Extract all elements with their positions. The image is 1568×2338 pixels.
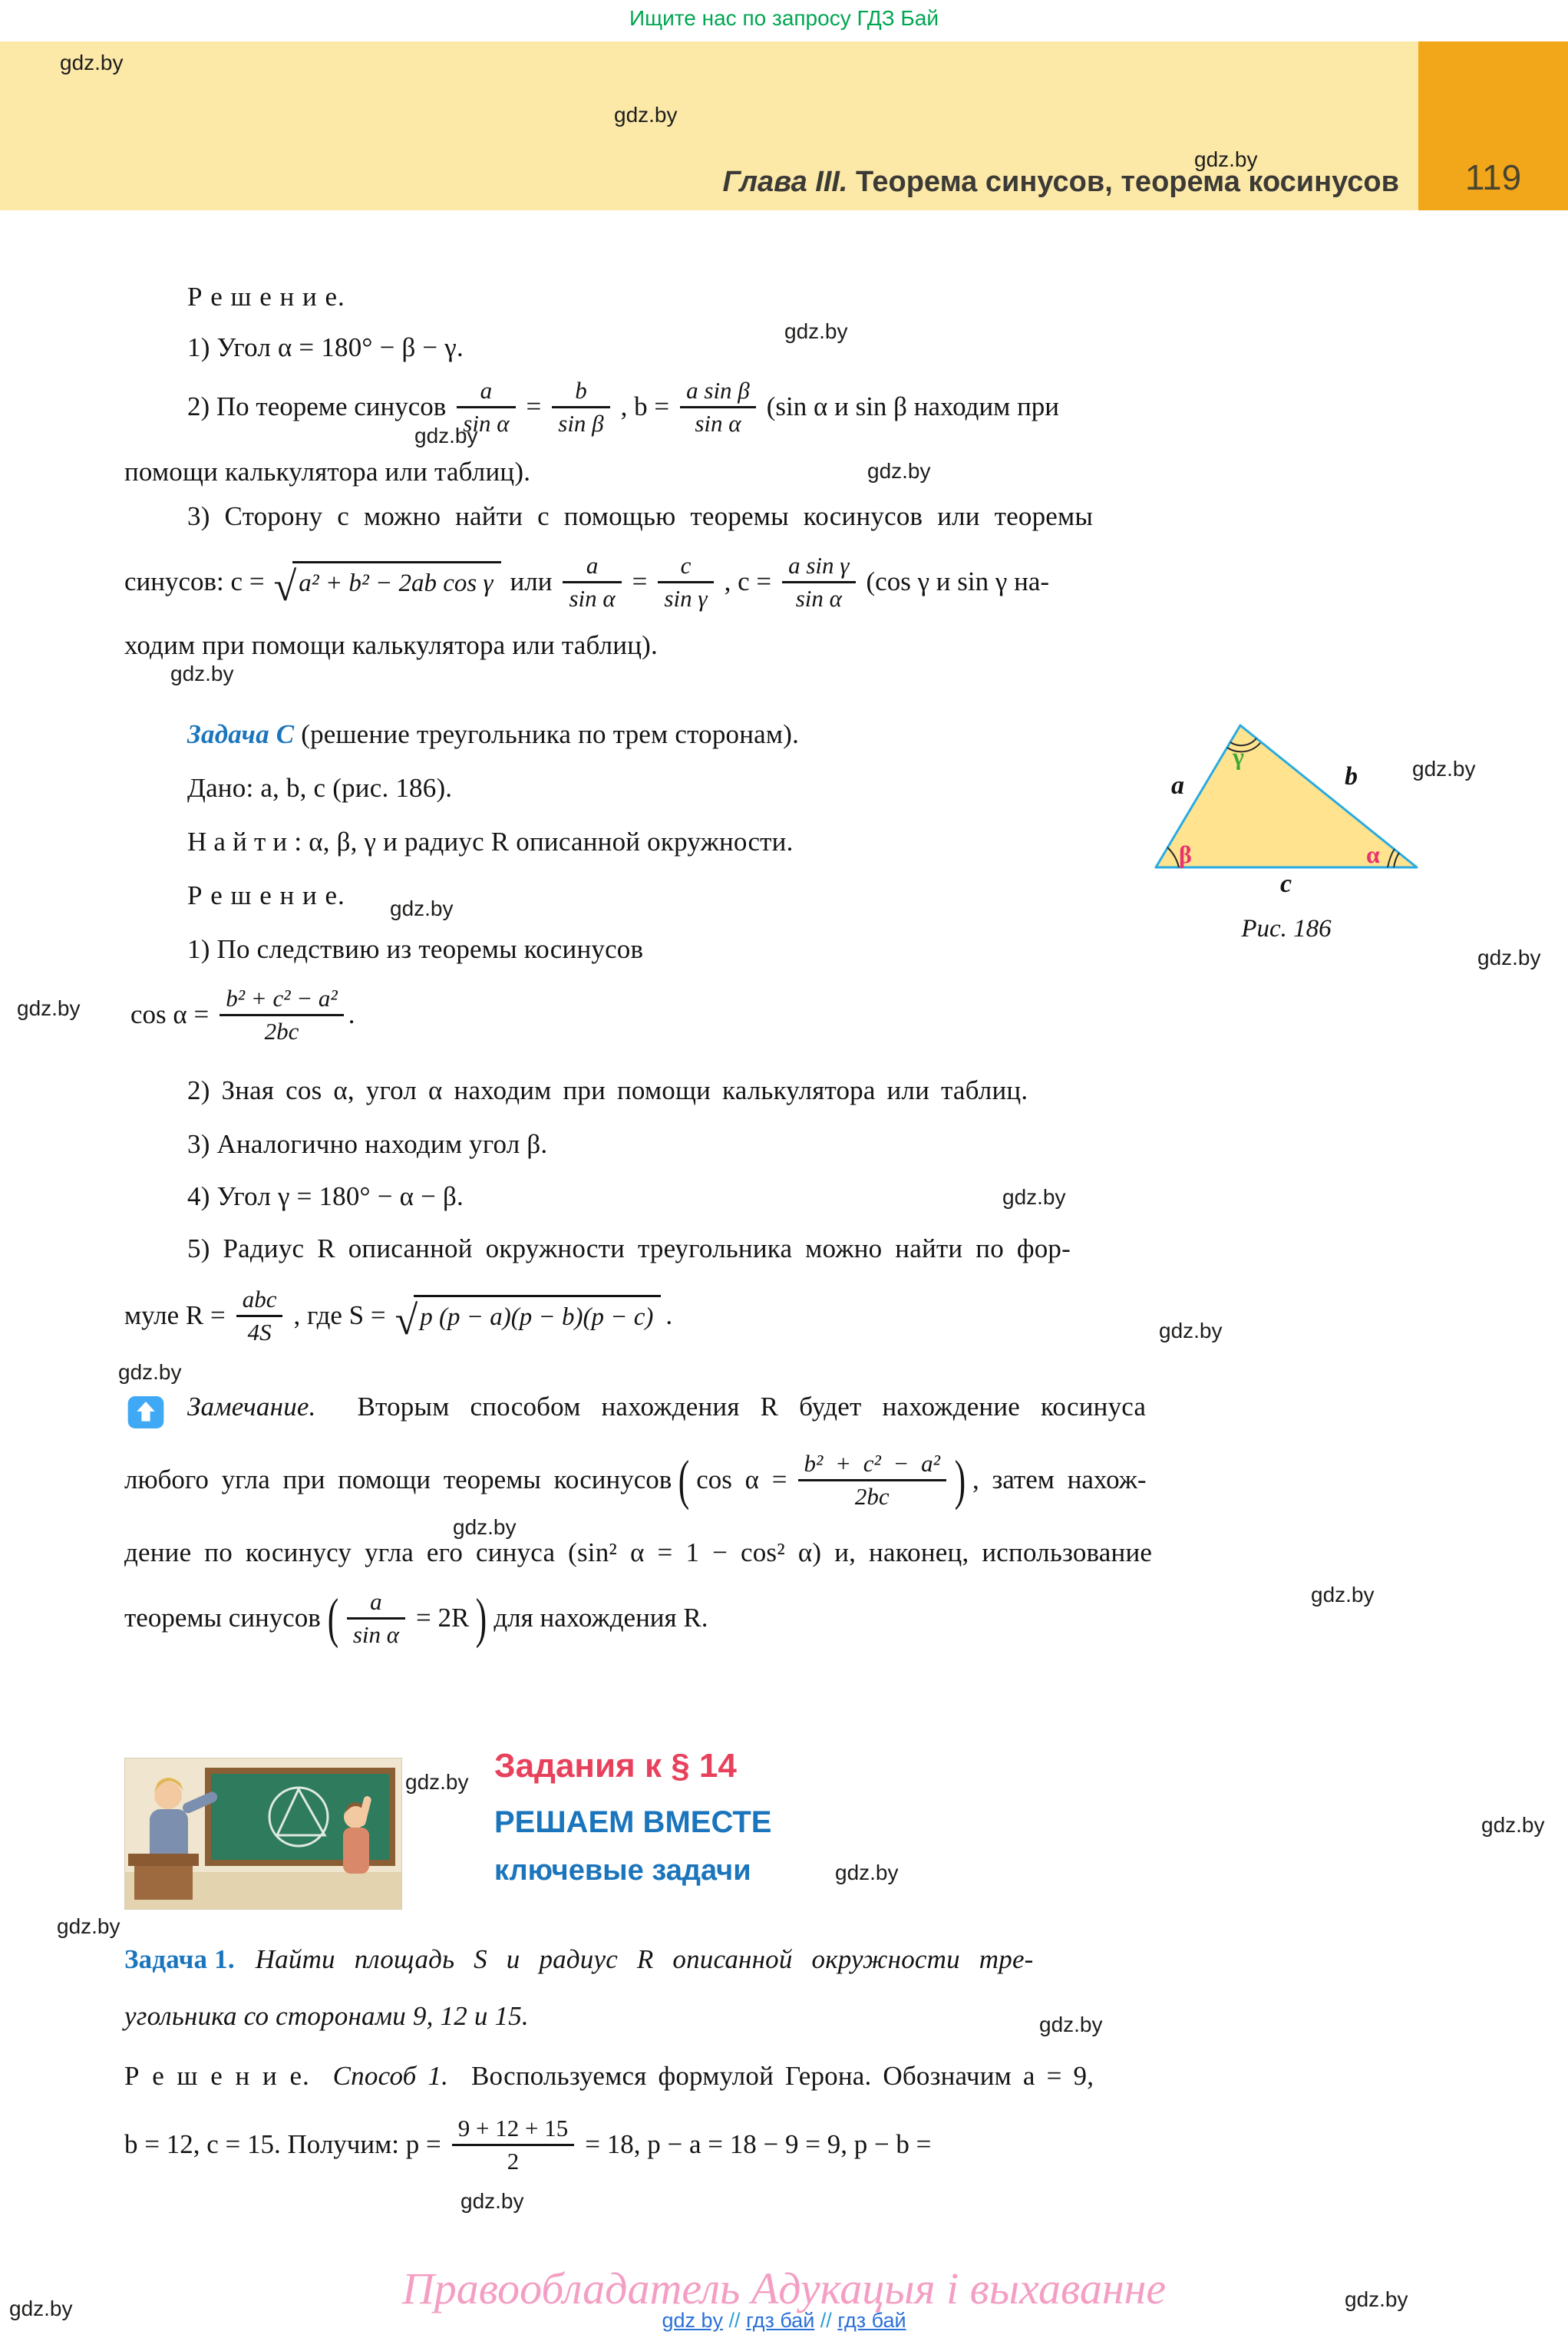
remark-formula-mid: = 2R [416,1603,470,1633]
watermark: gdz.by [835,1861,899,1884]
remark-title: Замечание. [187,1392,316,1422]
watermark: gdz.by [784,319,848,343]
radicand: a² + b² − 2ab cos γ [292,561,500,598]
watermark: gdz.by [867,459,931,483]
solution-step-3-cont: ходим при помощи калькулятора или таблиц). [124,630,658,660]
task-1-label: Задача 1. [124,1944,235,1974]
fraction-denominator: sin α [463,410,510,437]
footer-separator: // [728,2309,741,2332]
remark-line-3: дение по косинусу угла его синуса (sin² α = 1 − cos² α) и, наконец, использование [124,1537,1153,1567]
side-label-b: b [1345,762,1358,791]
page-number: 119 [1464,157,1522,197]
desk-top [128,1854,199,1866]
angle-label-alpha: α [1366,840,1380,868]
fraction-numerator: abc [236,1285,283,1317]
fraction-a-sina [347,1587,405,1648]
task-1-line-1 [124,1943,1034,1976]
chapter-header [722,166,1399,199]
fraction-asinb-sina [680,376,756,437]
watermark: gdz.by [9,2297,73,2320]
step3-text-or: или [510,566,553,596]
remark-line-2 [124,1441,1147,1518]
fraction-denominator: sin α [569,585,616,612]
watermark: gdz.by [414,424,478,447]
task-c-step-1: 1) По следствию из теоремы косинусов [187,934,644,964]
task-c-step-2: 2) Зная cos α, угол α находим при помощи калькулятора или таблиц. [187,1075,1028,1105]
task-1-solution-line-2 [124,2108,931,2181]
footer-link-gdz-bai-1[interactable]: гдз бай [746,2309,815,2332]
fraction-c-sing [658,551,713,612]
close-paren: ) [476,1587,487,1649]
footer-copyright: Правообладатель Адукацыя і выхаванне [401,2264,1167,2313]
step5-text-mid: , где S = [293,1300,386,1330]
task-c-given: Дано: a, b, c (рис. 186). [187,773,453,803]
sqrt-expression [273,561,501,609]
fraction-asing-sina [782,551,855,612]
task-c-label: Задача C [187,719,295,749]
watermark: gdz.by [1311,1583,1375,1607]
fraction-cos-alpha [220,984,343,1045]
equals-sign: = [632,566,648,596]
task-1-text-1: Найти площадь S и радиус R описанной окружности тре- [255,1944,1034,1974]
fraction-numerator: b [552,376,609,408]
period: . [348,999,355,1029]
fraction-b-sinb [552,376,609,437]
fraction-cos-alpha [798,1449,946,1510]
fraction-numerator: 9 + 12 + 15 [452,2114,574,2146]
task-1-sol2-post: = 18, p − a = 18 − 9 = 9, p − b = [585,2129,932,2159]
illustration-teacher [124,1758,402,1910]
remark-text-1: Вторым способом нахождения R будет нахождение косинуса [357,1392,1147,1422]
angle-label-gamma: γ [1233,742,1244,770]
fraction-denominator: 4S [247,1319,272,1346]
watermark: gdz.by [614,103,678,127]
fraction-numerator: a [563,551,621,583]
remark-text-4-pre: теоремы синусов [124,1603,321,1633]
fraction-denominator: 2 [507,2148,520,2175]
open-paren: ( [327,1587,339,1649]
close-paren: ) [954,1448,966,1511]
task-1-solution-text: Воспользуемся формулой Герона. Обозначим a = 9, [471,2061,1094,2091]
task-c-find: Н а й т и : α, β, γ и радиус R описанной окружности. [187,827,794,857]
task-c-cos-formula [130,979,355,1050]
task-1-line-2: угольника со сторонами 9, 12 и 15. [124,2001,529,2031]
remark-line-1 [187,1391,1146,1423]
watermark: gdz.by [17,996,81,1020]
step5-text-pre: муле R = [124,1300,226,1330]
task-1-sol2-pre: b = 12, c = 15. Получим: p = [124,2129,441,2159]
fraction-denominator: sin γ [664,585,708,612]
fraction-heron-p [452,2114,574,2175]
watermark: gdz.by [460,2189,524,2213]
watermark: gdz.by [60,51,124,74]
radical-sign: √ [394,1297,418,1343]
task-c-title [187,718,799,751]
watermark: gdz.by [1002,1185,1066,1209]
fraction-denominator: 2bc [854,1483,890,1510]
watermark: gdz.by [1412,757,1476,781]
task-c-step-4: 4) Угол γ = 180° − α − β. [187,1181,464,1211]
period: . [665,1300,673,1330]
figure-triangle [1148,714,1424,895]
student-body [343,1828,369,1874]
fraction-numerator: a sin γ [782,551,855,583]
remark-text-2-pre: любого угла при помощи теоремы косинусов [124,1465,672,1494]
watermark: gdz.by [1477,946,1541,969]
footer-links [0,2309,1568,2333]
fraction-denominator: 2bc [264,1018,299,1045]
section-subtitle-2: ключевые задачи [494,1854,751,1887]
solution-step-1: 1) Угол α = 180° − β − γ. [187,332,464,362]
task-c-step-5-formula [124,1279,672,1352]
task-1-solution-heading: Р е ш е н и е. [124,2061,310,2091]
sqrt-expression [394,1295,662,1343]
fraction-abc-4s [236,1285,283,1346]
watermark: gdz.by [1039,2013,1103,2036]
chapter-title: Теорема синусов, теорема косинусов [847,166,1399,198]
watermark: gdz.by [1194,147,1258,171]
open-paren: ( [678,1448,690,1511]
step2-text-post: (sin α и sin β находим при [766,391,1060,421]
remark-icon-glyph [124,1391,167,1434]
watermark: gdz.by [118,1360,182,1384]
cos-text-pre: cos α = [130,999,210,1029]
watermark: gdz.by [1345,2287,1408,2311]
watermark: gdz.by [170,662,234,685]
step2-text-mid: , b = [620,391,670,421]
remark-formula-pre: cos α = [696,1465,787,1494]
chapter-label: Глава III. [722,166,848,198]
task-1-method: Способ 1. [332,2061,449,2091]
fraction-numerator: a sin β [680,376,756,408]
watermark: gdz.by [405,1770,469,1794]
fraction-numerator: a [457,376,515,408]
remark-text-2-post: , затем нахож- [972,1465,1147,1494]
fraction-a-sina [563,551,621,612]
angle-label-beta: β [1179,840,1192,868]
side-label-c: c [1280,870,1292,895]
remark-line-4 [124,1583,708,1653]
fraction-denominator: sin β [558,410,604,437]
watermark: gdz.by [1481,1813,1545,1837]
task-c-step-3: 3) Аналогично находим угол β. [187,1129,548,1159]
fraction-numerator: b² + c² − a² [798,1449,946,1481]
solution-step-2 [187,375,1059,439]
step3-text-mid: , c = [724,566,772,596]
fraction-denominator: sin α [695,410,741,437]
figure-caption: Рис. 186 [1241,915,1332,943]
solution-step-2-cont: помощи калькулятора или таблиц). [124,457,531,487]
step2-text-pre: 2) По теореме синусов [187,391,447,421]
solution-heading: Р е ш е н и е. [187,282,345,312]
side-label-a: a [1171,771,1184,800]
fraction-numerator: a [347,1587,405,1620]
footer-separator: // [820,2309,832,2332]
task-c-intro: (решение треугольника по трем сторонам). [294,719,800,749]
task-c-step-5: 5) Радиус R описанной окружности треугольника можно найти по фор- [187,1233,1071,1263]
solution-step-3-formula [124,547,1049,617]
teacher-illustration-drawing [125,1758,401,1909]
radicand: p (p − a)(p − b)(p − c) [414,1295,661,1332]
top-banner-text: Ищите нас по запросу ГДЗ Бай [629,6,939,30]
radical-sign: √ [273,563,297,609]
solution-step-3-line1: 3) Сторону c можно найти с помощью теоремы косинусов или теоремы [187,501,1094,531]
fraction-a-sina [457,376,515,437]
fraction-denominator: sin α [352,1621,400,1648]
footer-link-gdz-by[interactable]: gdz by [662,2309,724,2332]
watermark: gdz.by [57,1914,120,1938]
section-title: Задания к § 14 [494,1747,737,1785]
task-1-solution-line-1 [124,2060,1094,2092]
fraction-numerator: c [658,551,713,583]
task-c-solution-heading: Р е ш е н и е. [187,880,345,910]
watermark: gdz.by [453,1515,517,1539]
watermark: gdz.by [1159,1319,1223,1342]
step3-text-post: (cos γ и sin γ на- [866,566,1050,596]
triangle-drawing [1148,714,1424,895]
section-subtitle-1: РЕШАЕМ ВМЕСТЕ [494,1805,772,1839]
step3-text-pre: синусов: c = [124,566,265,596]
remark-icon [124,1391,167,1434]
remark-text-4-post: для нахождения R. [494,1603,708,1633]
fraction-denominator: sin α [795,585,842,612]
footer-link-gdz-bai-2[interactable]: гдз бай [837,2309,906,2332]
fraction-numerator: b² + c² − a² [220,984,343,1016]
watermark: gdz.by [390,897,454,920]
desk-body [134,1866,193,1900]
equals-sign: = [526,391,542,421]
